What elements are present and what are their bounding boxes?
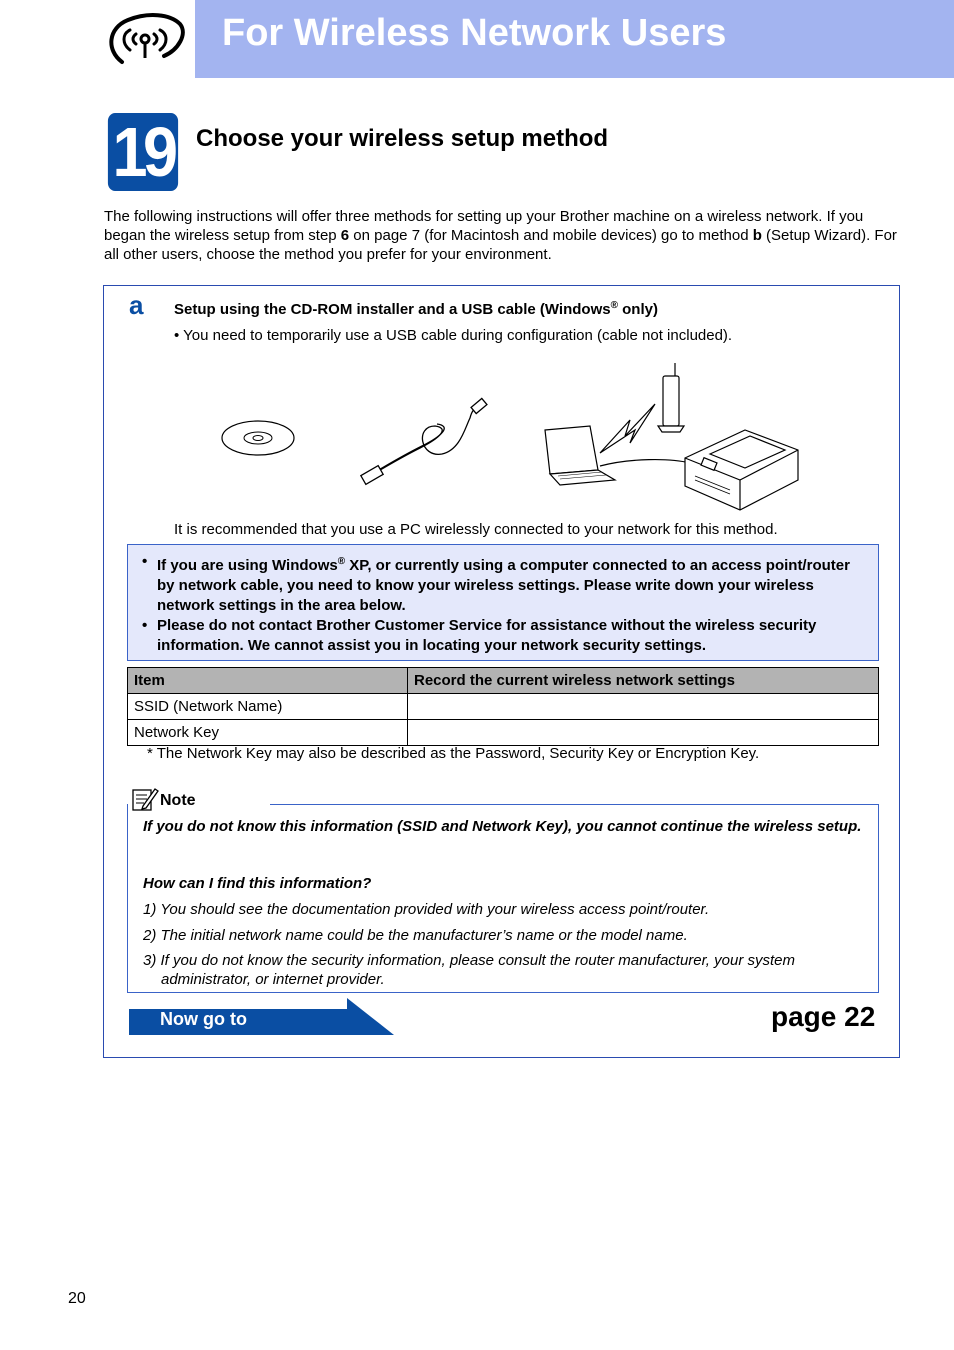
table-cell: Network Key (128, 720, 408, 746)
table-header-row (128, 668, 879, 694)
notice-text: If you are using Windows (157, 557, 338, 574)
method-a-title-text: Setup using the CD-ROM installer and a USB cable (Windows (174, 301, 611, 318)
method-a-title-suffix: only) (617, 301, 658, 318)
usb-cable-icon (361, 398, 487, 484)
note-item-text: 1) You should see the documentation provided with your wireless access point/router. (143, 901, 710, 918)
intro-text-2: on page 7 (for Macintosh and mobile devices) go to method (349, 227, 753, 244)
recommendation-text: It is recommended that you use a PC wirelessly connected to your network for this method. (174, 521, 778, 538)
note-question: How can I find this information? (143, 875, 372, 892)
method-letter: a (129, 290, 144, 320)
cd-rom-icon (222, 421, 294, 455)
laptop-icon (545, 426, 615, 485)
intro-paragraph (104, 207, 904, 264)
intro-method-ref: b (752, 227, 762, 244)
table-cell (408, 694, 879, 720)
table-row (128, 720, 879, 746)
note-label: Note (160, 792, 196, 809)
note-item-text: 2) The initial network name could be the manufacturer’s name or the model name. (143, 927, 688, 944)
column-header: Record the current wireless network settings (408, 668, 879, 694)
usb-cable-bullet: • You need to temporarily use a USB cable during configuration (cable not included). (174, 327, 733, 344)
intro-text-1: The following instructions will offer three methods for setting up your Brother machine on a wireless network. If you began the wireless setup from step (104, 208, 864, 244)
router-icon (658, 363, 684, 432)
table-cell: SSID (Network Name) (128, 694, 408, 720)
note-item (143, 900, 863, 919)
note-item (143, 951, 863, 989)
notice-item (142, 616, 862, 656)
column-header: Item (128, 668, 408, 694)
page-title: For Wireless Network Users (222, 12, 727, 54)
header-bar (195, 0, 954, 78)
wireless-icon (100, 10, 190, 70)
intro-text-3: (Setup Wizard). For all other users, choose the method you prefer for your environment. (104, 227, 897, 263)
note-warning: If you do not know this information (SSID and Network Key), you cannot continue the wireless setup. (143, 818, 862, 835)
now-go-to-label: Now go to (160, 1009, 247, 1029)
wireless-signal-icon (600, 404, 655, 453)
registered-mark: ® (610, 300, 618, 311)
registered-mark: ® (337, 556, 346, 567)
table-cell (408, 720, 879, 746)
page-number: 20 (68, 1290, 86, 1307)
step-number-badge: 19 (108, 113, 178, 191)
intro-step-ref: 6 (340, 227, 350, 244)
note-item (143, 926, 863, 945)
notice-text: Please do not contact Brother Customer Service for assistance without the wireless security information. We cannot assist you in locating your network security settings. (157, 617, 817, 654)
table-row (128, 694, 879, 720)
notice-text-cont: XP, or currently using a computer connected to an access point/router by network cable, you need to know your wireless settings. Please write down your wireless network settings in the area below. (157, 557, 850, 614)
wireless-settings-table (127, 667, 879, 746)
bullet: • (142, 617, 148, 634)
footnote: * The Network Key may also be described as the Password, Security Key or Encryption Key. (147, 745, 760, 762)
note-item-text: 3) If you do not know the security information, please consult the router manufacturer, your system administrator, or internet provider. (143, 952, 795, 988)
method-a-title (174, 300, 658, 318)
page-reference: page 22 (771, 1001, 876, 1032)
notice-item (142, 552, 862, 616)
setup-illustration (210, 358, 810, 518)
step-title: Choose your wireless setup method (196, 125, 609, 152)
bullet: • (142, 553, 148, 570)
important-notice-box (127, 544, 879, 661)
printer-icon (685, 430, 798, 510)
